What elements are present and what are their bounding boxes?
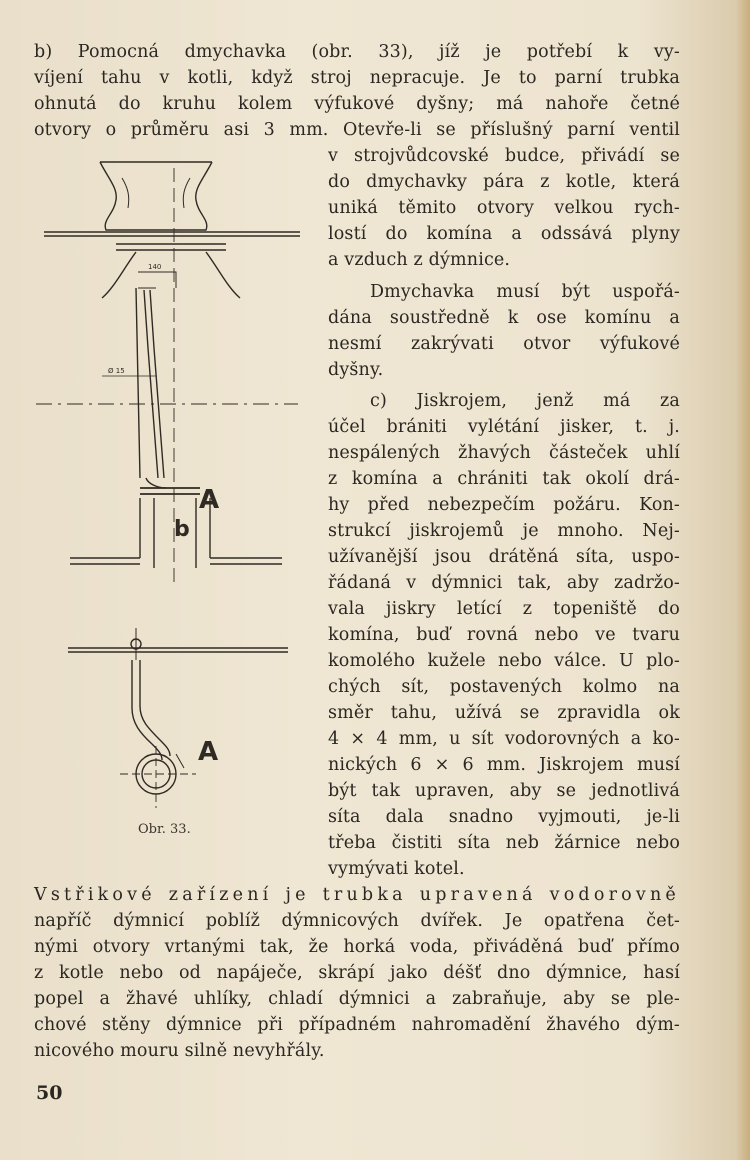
dimension-label: 140 <box>148 263 162 271</box>
text-line: dyšny. <box>328 360 384 380</box>
figure-caption: Obr. 33. <box>138 822 191 837</box>
label-a-top: A <box>199 485 220 515</box>
text-line: strukcí jiskrojemů je mnoho. Nej- <box>328 521 680 541</box>
text-line: otvory o průměru asi 3 mm. Otevře-li se příslušný parní ventil <box>34 120 680 140</box>
text-line: Vstřikové zařízení je trubka upravená vodorovně <box>34 885 680 905</box>
text-line: nických 6 × 6 mm. Jiskrojem musí <box>328 755 680 775</box>
text-line: síta dala snadno vyjmouti, je-li <box>328 807 680 827</box>
text-line: napříč dýmnicí poblíž dýmnicových dvířek. Je opatřena čet- <box>34 911 680 931</box>
text-line: vymývati kotel. <box>328 859 465 879</box>
figure-33-blower-diagram <box>36 148 320 848</box>
text-line: nými otvory vrtanými tak, že horká voda, přiváděná buď přímo <box>34 937 680 957</box>
dimension-label: Ø 15 <box>108 367 125 375</box>
text-line: vala jiskry letící z topeniště do <box>328 599 680 619</box>
text-line: nicového mouru silně nevyhřály. <box>34 1041 325 1061</box>
text-line: 4 × 4 mm, u sít vodorovných a ko- <box>328 729 680 749</box>
text-line: ohnutá do kruhu kolem výfukové dyšny; má nahoře četné <box>34 94 680 114</box>
text-line: řádaná v dýmnici tak, aby zadržo- <box>328 573 680 593</box>
text-line: účel brániti vylétání jisker, t. j. <box>328 417 680 437</box>
label-b: b <box>174 517 190 542</box>
text-line: b) Pomocná dmychavka (obr. 33), jíž je potřebí k vy- <box>34 42 680 62</box>
text-line: chých sít, postavených kolmo na <box>328 677 680 697</box>
text-line: lostí do komína a odssává plyny <box>328 224 680 244</box>
text-line: nesmí zakrývati otvor výfukové <box>328 334 680 354</box>
text-line: být tak upraven, aby se jednotlivá <box>328 781 680 801</box>
text-line: dána soustředně k ose komínu a <box>328 308 680 328</box>
text-line: užívanější jsou drátěná síta, uspo- <box>328 547 680 567</box>
text-line: chové stěny dýmnice při případném nahromadění žhavého dým- <box>34 1015 680 1035</box>
page-number: 50 <box>36 1082 63 1104</box>
text-line: a vzduch z dýmnice. <box>328 250 511 270</box>
text-line: komína, buď rovná nebo ve tvaru <box>328 625 680 645</box>
text-line: Dmychavka musí být uspořá- <box>370 282 680 302</box>
text-line: c) Jiskrojem, jenž má za <box>370 391 680 411</box>
text-line: z kotle nebo od napáječe, skrápí jako déšť dno dýmnice, hasí <box>34 963 680 983</box>
text-line: třeba čistiti síta neb žárnice nebo <box>328 833 680 853</box>
text-line: z komína a chrániti tak okolí drá- <box>328 469 680 489</box>
text-line: komolého kužele nebo válce. U plo- <box>328 651 680 671</box>
page-edge <box>736 0 750 1160</box>
text-line: uniká těmito otvory velkou rych- <box>328 198 680 218</box>
text-line: v strojvůdcovské budce, přivádí se <box>328 146 680 166</box>
text-line: hy před nebezpečím požáru. Kon- <box>328 495 680 515</box>
text-line: víjení tahu v kotli, když stroj nepracuje. Je to parní trubka <box>34 68 680 88</box>
text-line: směr tahu, užívá se zpravidla ok <box>328 703 680 723</box>
text-line: nespálených žhavých částeček uhlí <box>328 443 680 463</box>
text-line: do dmychavky pára z kotle, která <box>328 172 680 192</box>
label-a-bottom: A <box>198 737 219 767</box>
text-line: popel a žhavé uhlíky, chladí dýmnici a zabraňuje, aby se ple- <box>34 989 680 1009</box>
